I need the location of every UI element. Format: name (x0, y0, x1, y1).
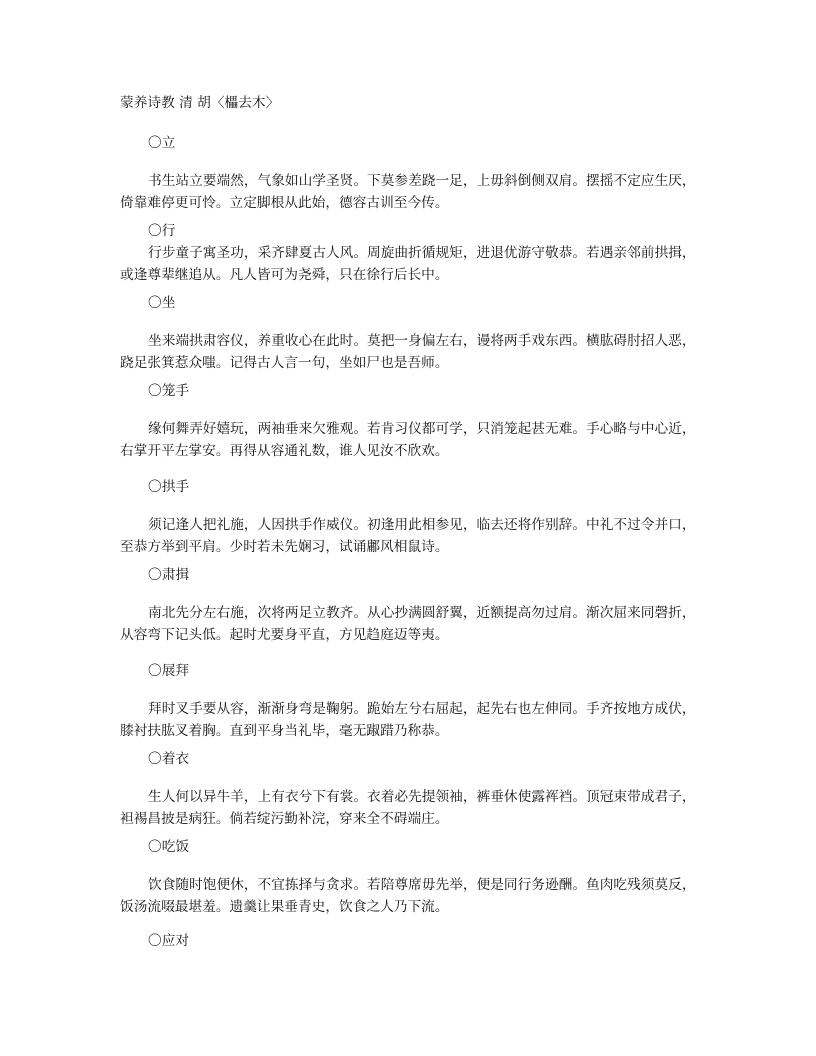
section-heading: 〇肃揖 (148, 567, 190, 583)
poem-line: 至恭方举到平肩。少时若未先娴习，试诵鄘风相鼠诗。 (120, 539, 449, 555)
poem-line: 跷足张箕惹众嗤。记得古人言一句，坐如尸也是吾师。 (120, 355, 449, 371)
poem-line: 饭汤流啜最堪羞。遗羹让果垂青史，饮食之人乃下流。 (120, 899, 449, 915)
poem-line: 袒裼昌披是病狂。倘若绽污勤补浣，穿来全不碍端庄。 (120, 811, 449, 827)
poem-line: 饮食随时饱便休，不宜拣择与贪求。若陪尊席毋先举，便是同行务逊酬。鱼肉吃残须莫反， (148, 877, 696, 893)
poem-line: 缘何舞弄好嬉玩，两袖垂来欠雅观。若肯习仪都可学，只消笼起甚无难。手心略与中心近， (148, 421, 696, 437)
section-heading: 〇拱手 (148, 479, 190, 495)
section-heading: 〇笼手 (148, 383, 190, 399)
section-heading: 〇坐 (148, 295, 176, 311)
poem-line: 书生站立要端然，气象如山学圣贤。下莫参差跷一足，上毋斜倒侧双肩。摆摇不定应生厌， (148, 173, 696, 189)
section-heading: 〇行 (148, 223, 176, 239)
poem-line: 拜时叉手要从容，渐渐身弯是鞠躬。跪始左兮右屈起，起先右也左伸同。手齐按地方成伏， (148, 701, 696, 717)
poem-line: 右掌开平左掌安。再得从容通礼数，谁人见汝不欣欢。 (120, 443, 449, 459)
poem-line: 须记逢人把礼施，人因拱手作威仪。初逢用此相参见，临去还将作别辞。中礼不过令并口， (148, 517, 696, 533)
poem-line: 行步童子寓圣功，采齐肆夏古人风。周旋曲折循规矩，进退优游守敬恭。若遇亲邻前拱揖， (148, 245, 696, 261)
poem-line: 或逢尊辈继追从。凡人皆可为尧舜，只在徐行后长中。 (120, 267, 449, 283)
document-title: 蒙养诗教 清 胡〈櫑去木〉 (120, 95, 280, 111)
poem-line: 膝衬扶肱叉着胸。直到平身当礼毕，毫无踧踖乃称恭。 (120, 723, 449, 739)
poem-line: 南北先分左右施，次将两足立教齐。从心抄满圆舒翼，近额提高勿过肩。渐次屈来同磬折， (148, 605, 696, 621)
poem-line: 生人何以异牛羊，上有衣兮下有裳。衣着必先提领袖，裤垂休使露裈裆。顶冠束带成君子， (148, 789, 696, 805)
section-heading: 〇着衣 (148, 751, 190, 767)
poem-line: 坐来端拱肃容仪，养重收心在此时。莫把一身偏左右，谩将两手戏东西。横肱碍肘招人恶， (148, 333, 696, 349)
poem-line: 倚靠难停更可怜。立定脚根从此始，德容古训至今传。 (120, 195, 449, 211)
poem-line: 从容弯下记头低。起时尤要身平直，方见趋庭迈等夷。 (120, 627, 449, 643)
section-heading: 〇应对 (148, 933, 190, 949)
section-heading: 〇展拜 (148, 663, 190, 679)
section-heading: 〇立 (148, 135, 176, 151)
section-heading: 〇吃饭 (148, 839, 190, 855)
